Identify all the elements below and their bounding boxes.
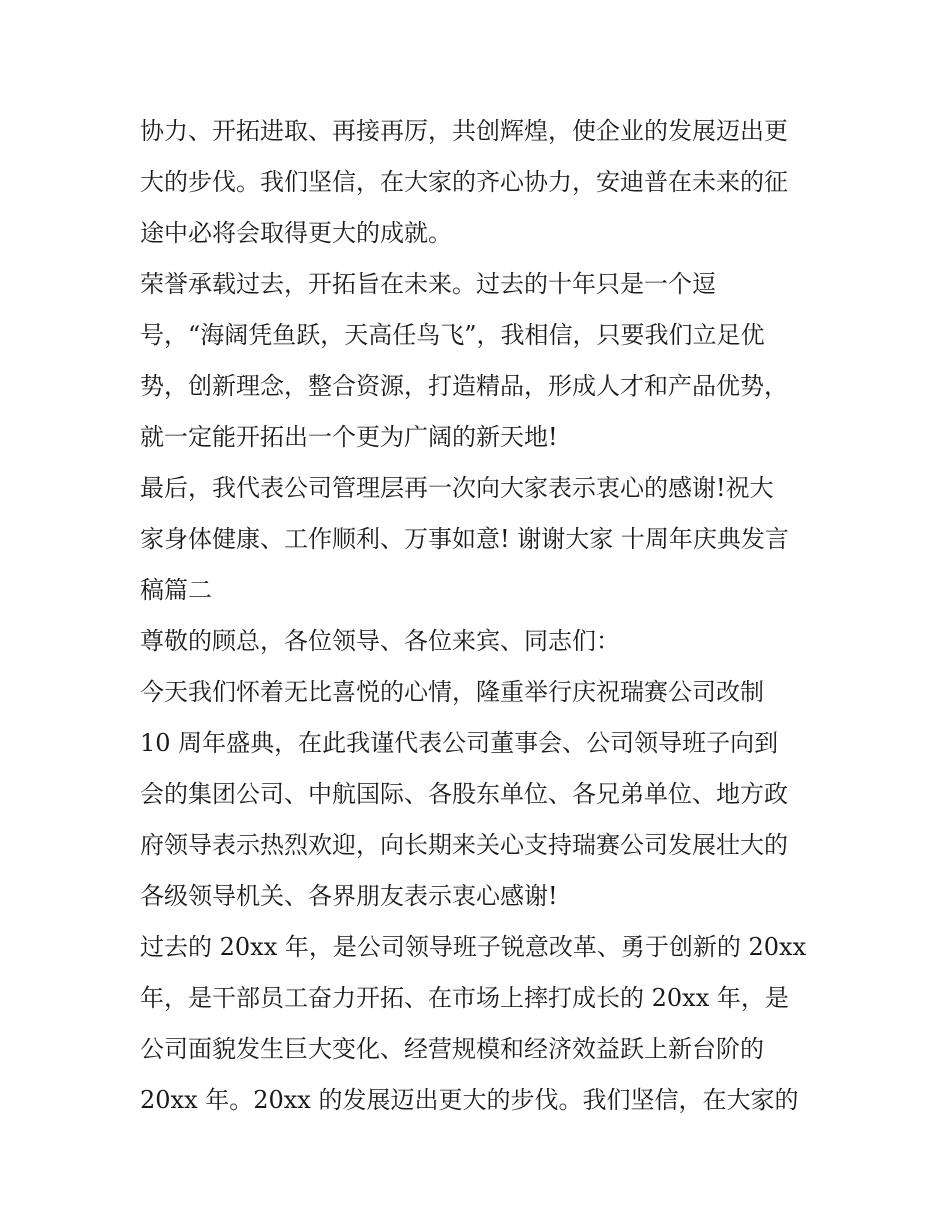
text-line: 大的步伐。我们坚信，在大家的齐心协力，安迪普在未来的征 <box>140 168 788 196</box>
text-line: 20xx 年。20xx 的发展迈出更大的步伐。我们坚信，在大家的 <box>140 1086 799 1114</box>
text-line: 家身体健康、工作顺利、万事如意! 谢谢大家 十周年庆典发言 <box>140 525 789 553</box>
text-line: 会的集团公司、中航国际、各股东单位、各兄弟单位、地方政 <box>140 780 788 808</box>
text-line: 过去的 20xx 年，是公司领导班子锐意改革、勇于创新的 20xx <box>140 933 807 961</box>
text-line: 荣誉承载过去，开拓旨在未来。过去的十年只是一个逗 <box>140 270 716 298</box>
text-line: 尊敬的顾总，各位领导、各位来宾、同志们： <box>140 627 620 655</box>
text-line: 号，“海阔凭鱼跃，天高任鸟飞”，我相信，只要我们立足优 <box>140 321 765 349</box>
text-line: 途中必将会取得更大的成就。 <box>140 219 452 247</box>
text-line: 势，创新理念，整合资源，打造精品，形成人才和产品优势， <box>140 372 788 400</box>
body-text <box>140 106 830 1126</box>
text-line: 最后，我代表公司管理层再一次向大家表示衷心的感谢!祝大 <box>140 474 774 502</box>
text-line: 公司面貌发生巨大变化、经营规模和经济效益跃上新台阶的 <box>140 1035 764 1063</box>
text-line: 府领导表示热烈欢迎，向长期来关心支持瑞赛公司发展壮大的 <box>140 831 788 859</box>
text-line: 今天我们怀着无比喜悦的心情，隆重举行庆祝瑞赛公司改制 <box>140 678 764 706</box>
text-line: 10 周年盛典，在此我谨代表公司董事会、公司领导班子向到 <box>140 729 779 757</box>
text-line: 各级领导机关、各界朋友表示衷心感谢! <box>140 882 558 910</box>
text-line: 稿篇二 <box>140 576 212 604</box>
text-line: 就一定能开拓出一个更为广阔的新天地! <box>140 423 558 451</box>
text-line: 年，是干部员工奋力开拓、在市场上摔打成长的 20xx 年，是 <box>140 984 789 1012</box>
text-line: 协力、开拓进取、再接再厉，共创辉煌，使企业的发展迈出更 <box>140 117 788 145</box>
